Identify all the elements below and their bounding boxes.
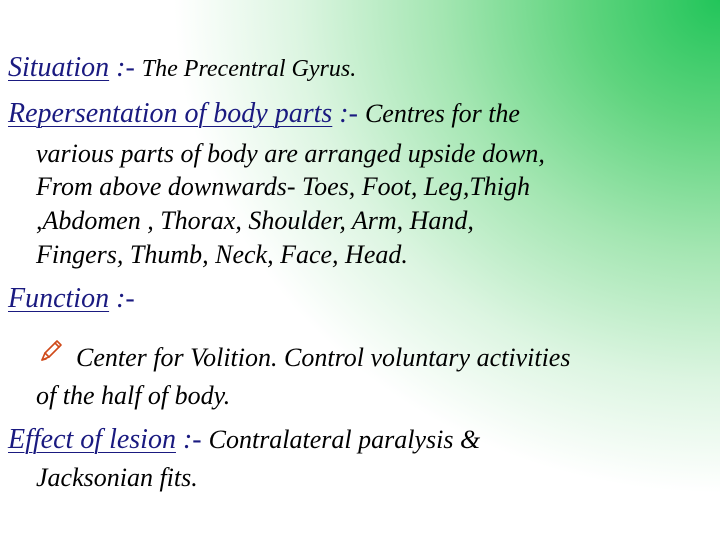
representation-line-3: From above downwards- Toes, Foot, Leg,Thigh xyxy=(36,172,531,201)
lesion-line xyxy=(8,426,480,454)
representation-line-4: ,Abdomen , Thorax, Shoulder, Arm, Hand, xyxy=(36,206,474,235)
situation-heading: Situation xyxy=(8,52,110,83)
lesion-heading: Effect of lesion xyxy=(8,424,176,455)
lesion-text-second: Jacksonian fits. xyxy=(36,463,198,492)
representation-line-2: various parts of body are arranged upside down, xyxy=(36,139,545,168)
function-heading: Function xyxy=(8,283,110,314)
situation-text: The Precentral Gyrus. xyxy=(141,56,357,82)
situation-line xyxy=(8,54,356,82)
representation-line xyxy=(8,100,520,128)
representation-separator: :- xyxy=(332,98,365,129)
representation-heading: Repersentation of body parts xyxy=(8,98,333,129)
lesion-separator: :- xyxy=(175,424,209,455)
representation-line-5: Fingers, Thumb, Neck, Face, Head. xyxy=(36,240,408,269)
pencil-icon xyxy=(38,338,64,364)
function-bullet-line-2: of the half of body. xyxy=(36,381,231,410)
lesion-text-first: Contralateral paralysis & xyxy=(208,425,481,454)
function-line xyxy=(8,285,135,313)
function-separator: :- xyxy=(109,283,135,314)
function-bullet-line-1: Center for Volition. Control voluntary activities xyxy=(76,343,571,372)
representation-text-first: Centres for the xyxy=(364,99,520,128)
situation-separator: :- xyxy=(109,52,142,83)
